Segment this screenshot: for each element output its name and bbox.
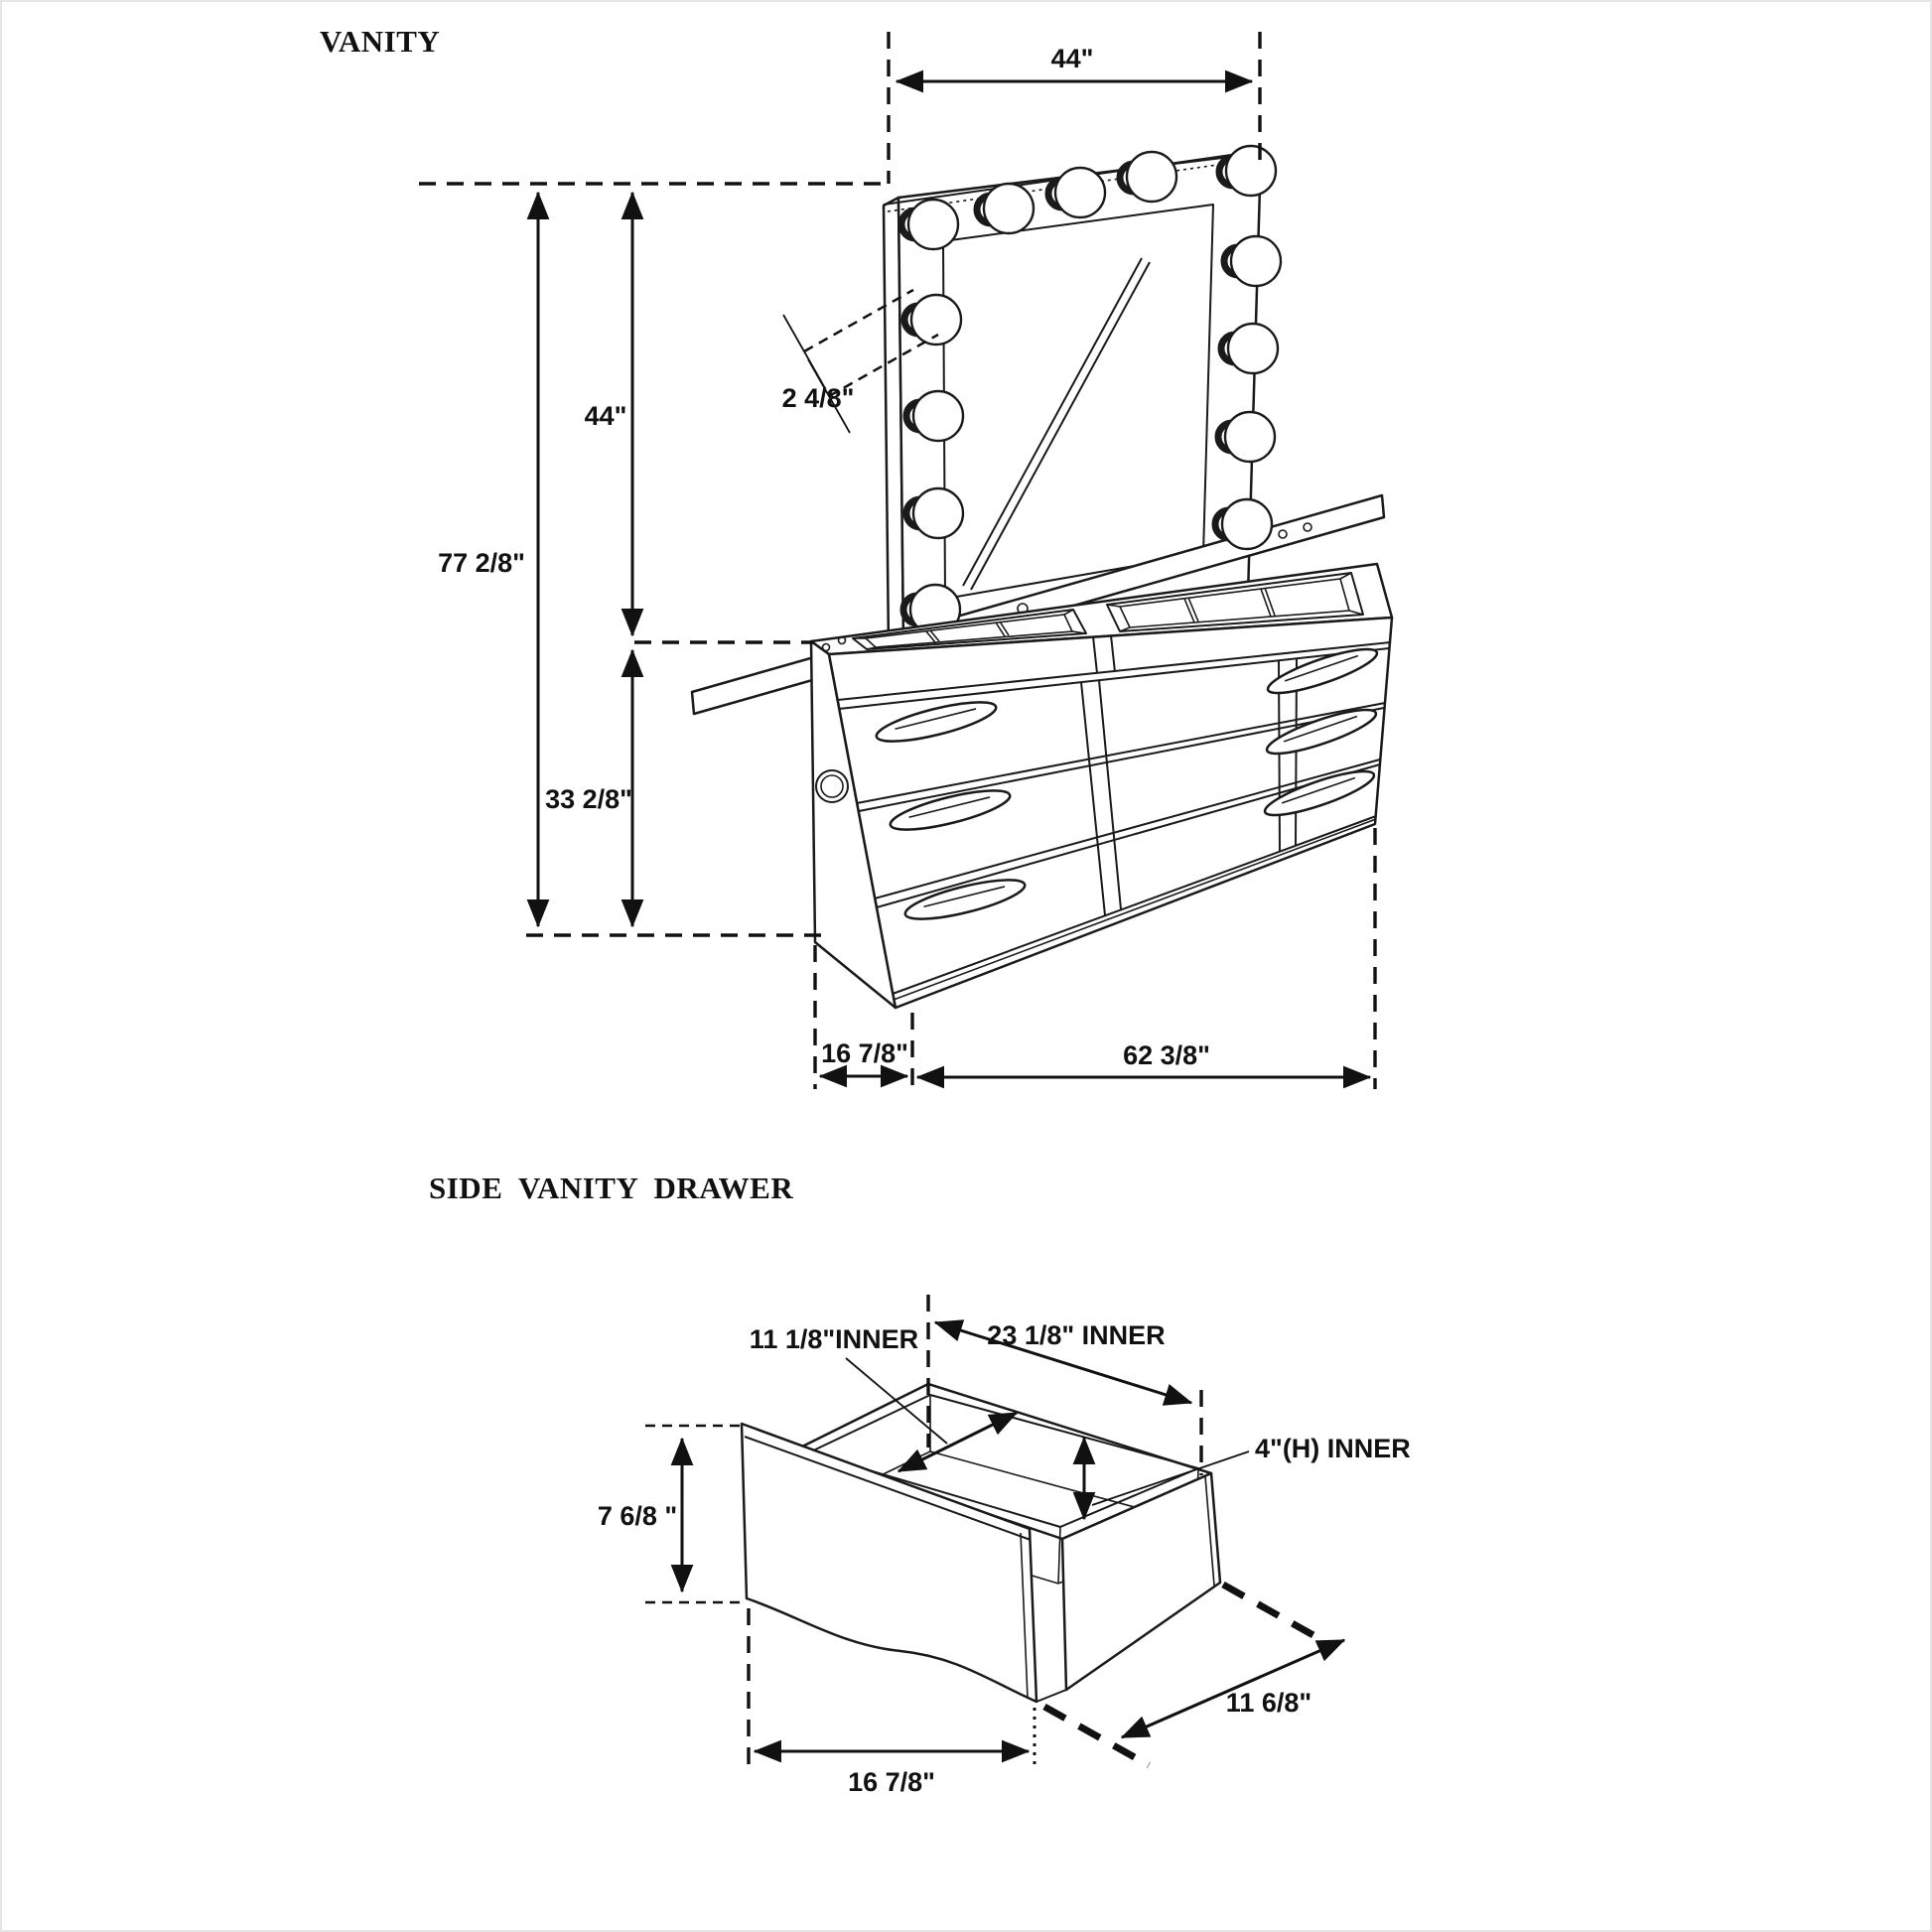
dim-mirror-height-label: 44"	[584, 401, 627, 431]
vanity-dresser	[811, 564, 1392, 1008]
dim-dresser-depth-label: 16 7/8"	[821, 1038, 908, 1068]
dim-inner-width-label: 11 1/8"INNER	[749, 1324, 919, 1354]
drawer-title: SIDE VANITY DRAWER	[429, 1171, 794, 1205]
dim-frame-thickness-label: 2 4/8"	[781, 383, 855, 413]
dim-front-height-label: 7 6/8 "	[597, 1501, 678, 1531]
dim-dresser-height-label: 33 2/8"	[545, 784, 632, 814]
dim-inner-height-label: 4"(H) INNER	[1255, 1434, 1411, 1463]
extension-line	[1223, 1585, 1334, 1647]
dim-inner-length-label: 23 1/8" INNER	[987, 1320, 1166, 1350]
dim-total-height-label: 77 2/8"	[438, 548, 525, 578]
drawer-bottom-edge	[1036, 1690, 1066, 1702]
dim-front-width-label: 16 7/8"	[848, 1767, 935, 1797]
dim-dresser-width-label: 62 3/8"	[1123, 1040, 1210, 1070]
dim-mirror-width-label: 44"	[1050, 44, 1094, 73]
dim-side-depth-label: 11 6/8"	[1225, 1688, 1312, 1718]
vanity-title: VANITY	[320, 24, 441, 59]
light-bulb	[1048, 168, 1105, 217]
light-bulb	[1120, 152, 1176, 202]
drawer-figure	[429, 1171, 1411, 1797]
extension-line	[1044, 1707, 1149, 1765]
light-bulb	[1219, 146, 1276, 196]
vanity-drawing-canvas	[2, 2, 1932, 1932]
vanity-figure	[320, 24, 1392, 1089]
